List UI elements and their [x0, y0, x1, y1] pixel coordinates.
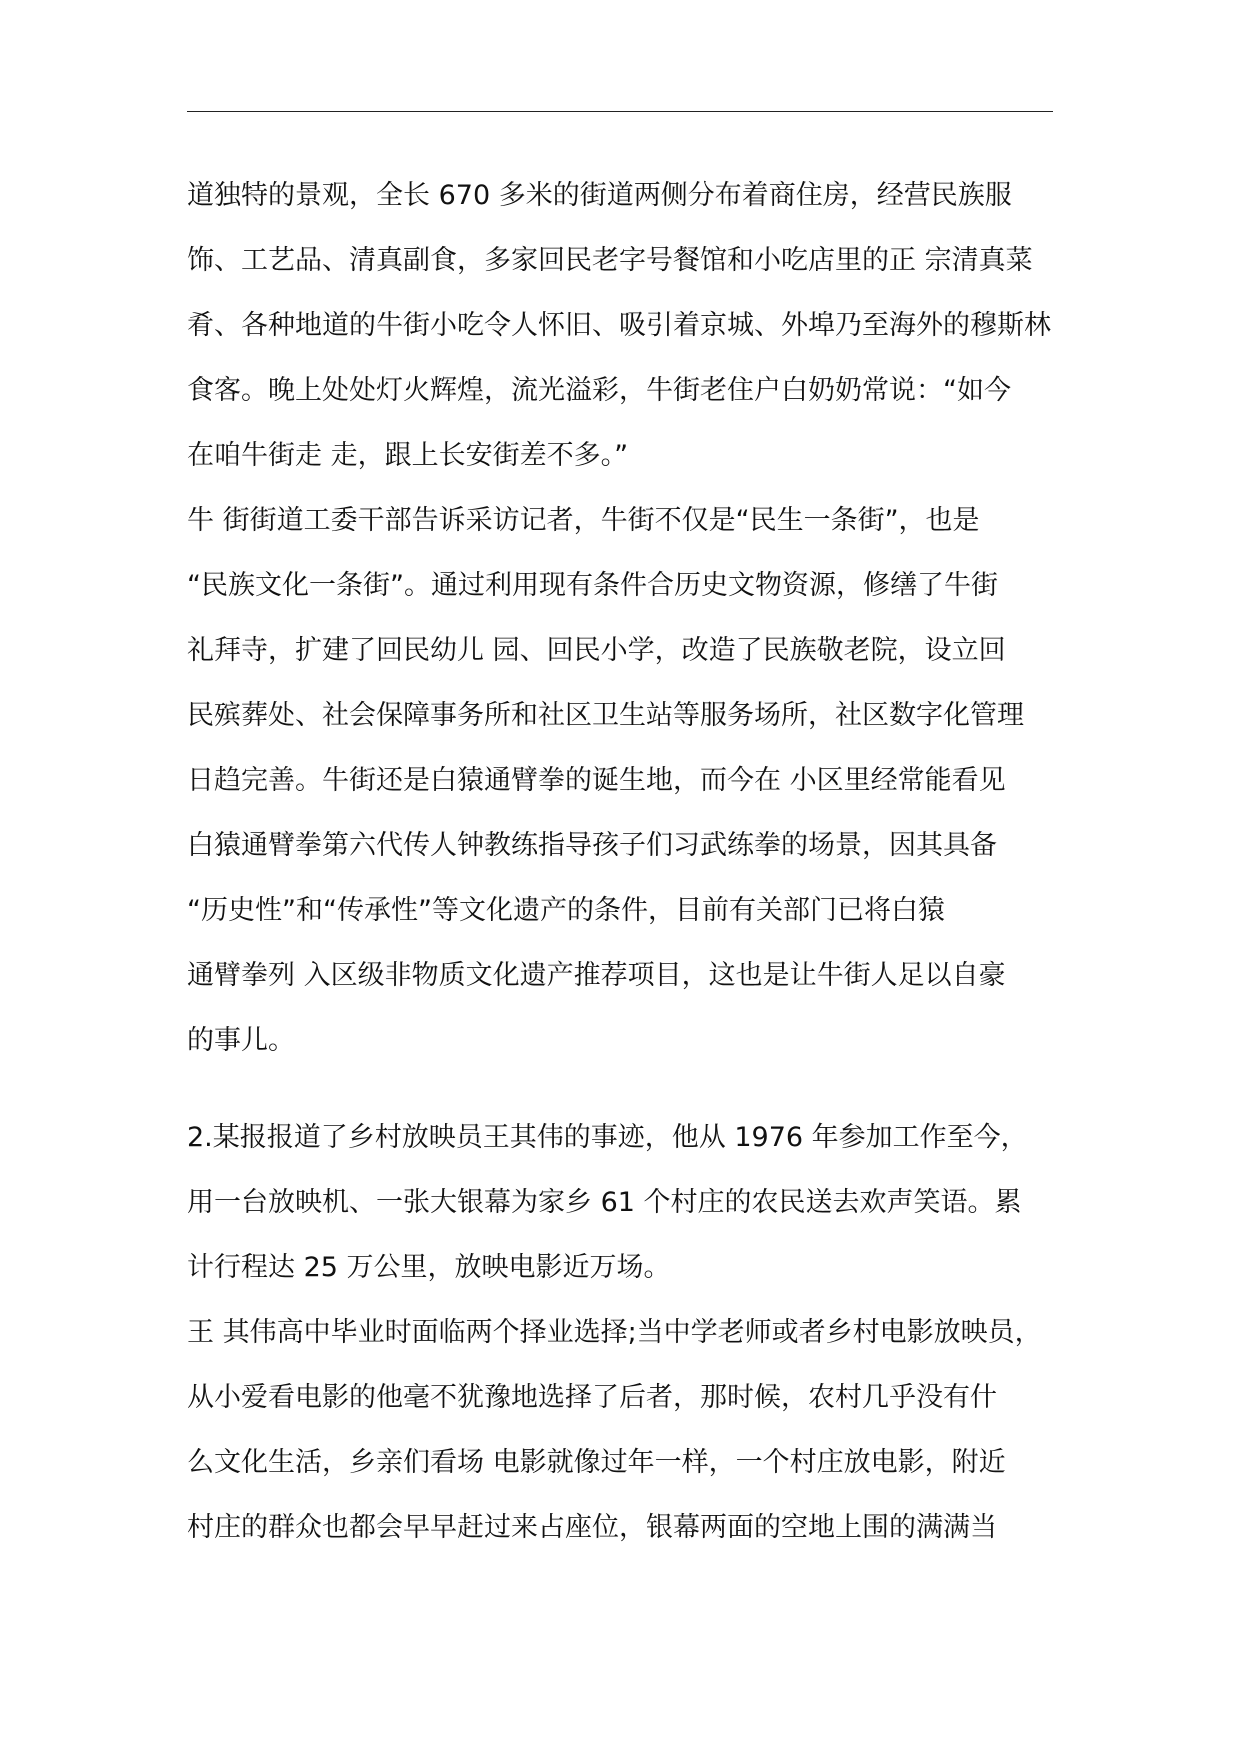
text-line: 牛 街街道工委干部告诉采访记者，牛街不仅是“民生一条街”，也是	[187, 505, 980, 536]
text-line: 么文化生活，乡亲们看场 电影就像过年一样，一个村庄放电影，附近	[187, 1447, 1006, 1478]
text-line: 饰、工艺品、清真副食，多家回民老字号餐馆和小吃店里的正 宗清真菜	[187, 245, 1033, 276]
header-rule	[187, 111, 1053, 112]
text-line: 日趋完善。牛街还是白猿通臂拳的诞生地，而今在 小区里经常能看见	[187, 765, 1006, 796]
text-line: 用一台放映机、一张大银幕为家乡 61 个村庄的农民送去欢声笑语。累	[187, 1187, 1022, 1218]
text-line: 村庄的群众也都会早早赶过来占座位，银幕两面的空地上围的满满当	[187, 1512, 997, 1543]
text-line: “历史性”和“传承性”等文化遗产的条件，目前有关部门已将白猿	[187, 895, 945, 926]
text-line: 计行程达 25 万公里，放映电影近万场。	[187, 1252, 671, 1283]
text-line: 食客。晚上处处灯火辉煌，流光溢彩，牛街老住户白奶奶常说：“如今	[187, 375, 1011, 406]
text-line: 王 其伟高中毕业时面临两个择业选择;当中学老师或者乡村电影放映员，	[187, 1317, 1042, 1348]
text-line: 民殡葬处、社会保障事务所和社区卫生站等服务场所，社区数字化管理	[187, 700, 1024, 731]
text-line: 2.某报报道了乡村放映员王其伟的事迹，他从 1976 年参加工作至今，	[187, 1122, 1028, 1153]
text-line: 白猿通臂拳第六代传人钟教练指导孩子们习武练拳的场景，因其具备	[187, 830, 997, 861]
text-line: 的事儿。	[187, 1025, 295, 1056]
text-line: 通臂拳列 入区级非物质文化遗产推荐项目，这也是让牛街人足以自豪	[187, 960, 1006, 991]
text-line: “民族文化一条街”。通过利用现有条件合历史文物资源，修缮了牛街	[187, 570, 998, 601]
text-line: 肴、各种地道的牛街小吃令人怀旧、吸引着京城、外埠乃至海外的穆斯林	[187, 310, 1051, 341]
text-line: 道独特的景观，全长 670 多米的街道两侧分布着商住房，经营民族服	[187, 180, 1012, 211]
text-line: 礼拜寺，扩建了回民幼儿 园、回民小学，改造了民族敬老院，设立回	[187, 635, 1006, 666]
text-line: 从小爱看电影的他毫不犹豫地选择了后者，那时候，农村几乎没有什	[187, 1382, 997, 1413]
text-line: 在咱牛街走 走，跟上长安街差不多。”	[187, 440, 629, 471]
